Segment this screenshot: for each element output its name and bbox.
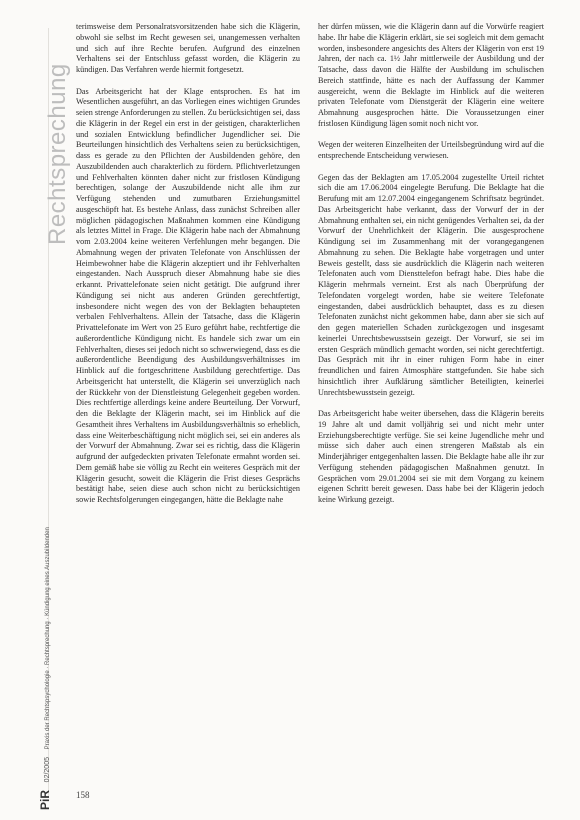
paragraph: terimsweise dem Personalratsvorsitzenden habe sich die Klägerin, obwohl sie selbst im Recht gewesen sei, unangemessen verhalten und sich auf ihre Rechte berufen. Aufgrund des einzelnen Verhaltens sei der Entschluss gefasst worden, die Klägerin zu kündigen. Das Verfahren werde hiermit fortgesetzt. [76,22,300,74]
page-number: 158 [76,790,90,800]
paragraph: Gegen das der Beklagten am 17.05.2004 zugestellte Urteil richtet sich die am 17.06.2004 eingelegte Berufung. Die Beklagte hat die Berufung mit am 12.07.2004 eingegangenem Schriftsatz begründet. Das Arbeitsgericht habe verkannt, dass der Vorwurf der in der Abmahnung enthalten sei, ein nicht genügendes Verhalten sei, da der Vorwurf der Unehrlichkeit der Klägerin. Die ausgesprochene Kündigung sei im Zusammenhang mit der vorangegangenen Abmahnung zu sehen. Die Beklagte habe vorgetragen und unter Beweis gestellt, dass sie ausdrücklich die Klägerin nach weiteren Telefonaten auch vom Diensttelefon befragt habe. Dies habe die Klägerin mehrmals verneint. Erst als nach Überprüfung der Telefondaten vorgelegt worden, habe sie weitere Telefonate eingestanden, dabei ausdrücklich behauptet, dass es zu diesen Telefonaten zunächst nicht gekommen habe, dann aber sie sich auf den gegen materiellen Schaden zurückgezogen und insgesamt keinerlei Unrechtsbewusstsein gezeigt. Der Vorwurf, sie sei im ersten Gespräch mündlich gemacht worden, sei nicht gerechtfertigt. Das Gespräch mit ihr in einer ruhigen Form habe in einer freundlichen und fairen Atmosphäre stattgefunden. Sie habe sich hinsichtlich ihrer Aufklärung sämtlicher Beteiligten, keinerlei Unrechtsbewusstsein gezeigt. [318,172,544,397]
running-footer-inner [38,527,52,810]
issue-label: 02/2005 [44,757,51,783]
paragraph: Das Arbeitsgericht habe weiter übersehen, dass die Klägerin bereits 19 Jahre alt und damit volljährig sei und nicht mehr unter Erziehungsberechtigte verfüge. Sie sei keine Jugendliche mehr und müsse sich daher auch einen strengeren Maßstab als ein Minderjähriger entgegenhalten lassen. Die Beklagte habe alle ihr zur Verfügung stehenden pädagogischen Maßnahmen genutzt. In Gesprächen vom 29.01.2004 sei sie mit dem Vorgang zu keinem eigenen Schritt bereit gewesen. Dass habe bei der Klägerin jedoch keine Wirkung gezeigt. [318,409,544,504]
paragraph: Wegen der weiteren Einzelheiten der Urteilsbegründung wird auf die entsprechende Entscheidung verwiesen. [318,140,544,160]
footer-text: Praxis der Rechtspsychologie · Rechtsprechung · Kündigung eines Auszubildenden [45,527,51,750]
left-column [76,22,300,506]
paragraph: Das Arbeitsgericht hat der Klage entsprochen. Es hat im Wesentlichen ausgeführt, an das Vorliegen eines wichtigen Grundes seien strenge Anforderungen zu stellen. Zu berücksichtigen sei, dass die Klägerin in der Regel ein erst in der geistigen, charakterlichen und sozialen Entwicklung befindlicher Jugendlicher sei. Die Beurteilungen hinsichtlich des Verhaltens seien zu berücksichtigen, dass es gerade zu den Pflichten der Ausbildenden gehöre, den Auszubildenden auch charakterlich zu fördern. Pflichtverletzungen und Fehlverhalten könnten daher nicht zur fristlosen Kündigung berechtigen, solange der Auszubildende nicht alle ihm zur Verfügung stehenden und zumutbaren Erziehungsmittel ausgeschöpft hat. Es bestehe Anlass, dass zunächst Schreiben aller möglichen pädagogischen Maßnahmen kommen eine Kündigung als letztes Mittel in Frage. Die Klägerin habe nach der Abmahnung vom 2.03.2004 keine weiteren Verfehlungen mehr begangen. Die Abmahnung wegen der privaten Telefonate von Anschlüssen der Heimbewohner habe die Klägerin akzeptiert und ihr Fehlverhalten eingestanden. Nach Ausspruch dieser Abmahnung habe sie dies erkannt. Privattelefonate seien nicht getätigt. Die aufgrund ihrer Kündigung sei nicht aus anderen Gründen gerechtfertigt, insbesondere nicht wegen des von der Beklagten behaupteten verbalen Fehlverhaltens. Allein der Tatsache, dass die Klägerin Privattelefonate im Wert von 25 Euro geführt habe, rechtfertige die außerordentliche Kündigung nicht. Es handele sich zwar um ein Fehlverhalten, dieses sei jedoch nicht so schwerwiegend, dass es die außerordentliche Beendigung des Ausbildungsverhältnisses im Hinblick auf die fortgeschrittene Ausbildung gerechtfertige. Das Arbeitsgericht hat unterstellt, die Klägerin sei unverzüglich nach der Rückkehr von der Dienstleistung Gelegenheit gegeben worden. Dies rechtfertige allerdings keine andere Beurteilung. Der Vorwurf, den die Beklagte der Klägerin macht, sei im Hinblick auf die Gesamtheit ihres Verhaltens im Ausbildungsverhältnis so erheblich, dass eine Weiterbeschäftigung nicht möglich sei, sei ein anderes als der Vorwurf der Abmahnung. Zwar sei es richtig, dass die Klägerin aufgrund der aufgedeckten privaten Telefonate ermahnt worden sei. Dem gemäß habe sie völlig zu Recht ein weiteres Gespräch mit der Klägerin gesucht, soweit die Klägerin die Frist dieses Gesprächs bestätigt habe, seien diese auch schon nicht zu berücksichtigen sowie Rechtsfolgerungen eingegangen, hätte die Beklagte nahe [76,86,300,504]
section-title-vertical [0,40,71,250]
running-footer [24,470,52,820]
section-title: Rechtsprechung [44,63,71,245]
journal-logo: PiR [38,789,52,810]
paragraph: her dürfen müssen, wie die Klägerin dann auf die Vorwürfe reagiert habe. Ihr habe die Klägerin erklärt, sie sei sogleich mit dem gemacht worden, insbesondere angesichts des Alters der Klägerin von erst 19 Jahren, der nach ca. 1½ Jahr mittlerweile der Ausbildung und der Tatsache, dass davon die Hälfte der Ausbildung im schulischen Bereich stattfinde, hätte es nach der Auffassung der Kammer ausgereicht, wenn die Beklagte im Hinblick auf die weiteren privaten Telefonate vom Dienstgerät der Klägerin eine weitere Abmahnung ausgesprochen hätte. Die Voraussetzungen einer fristlosen Kündigung lägen somit noch nicht vor. [318,22,544,128]
right-column [318,22,544,506]
